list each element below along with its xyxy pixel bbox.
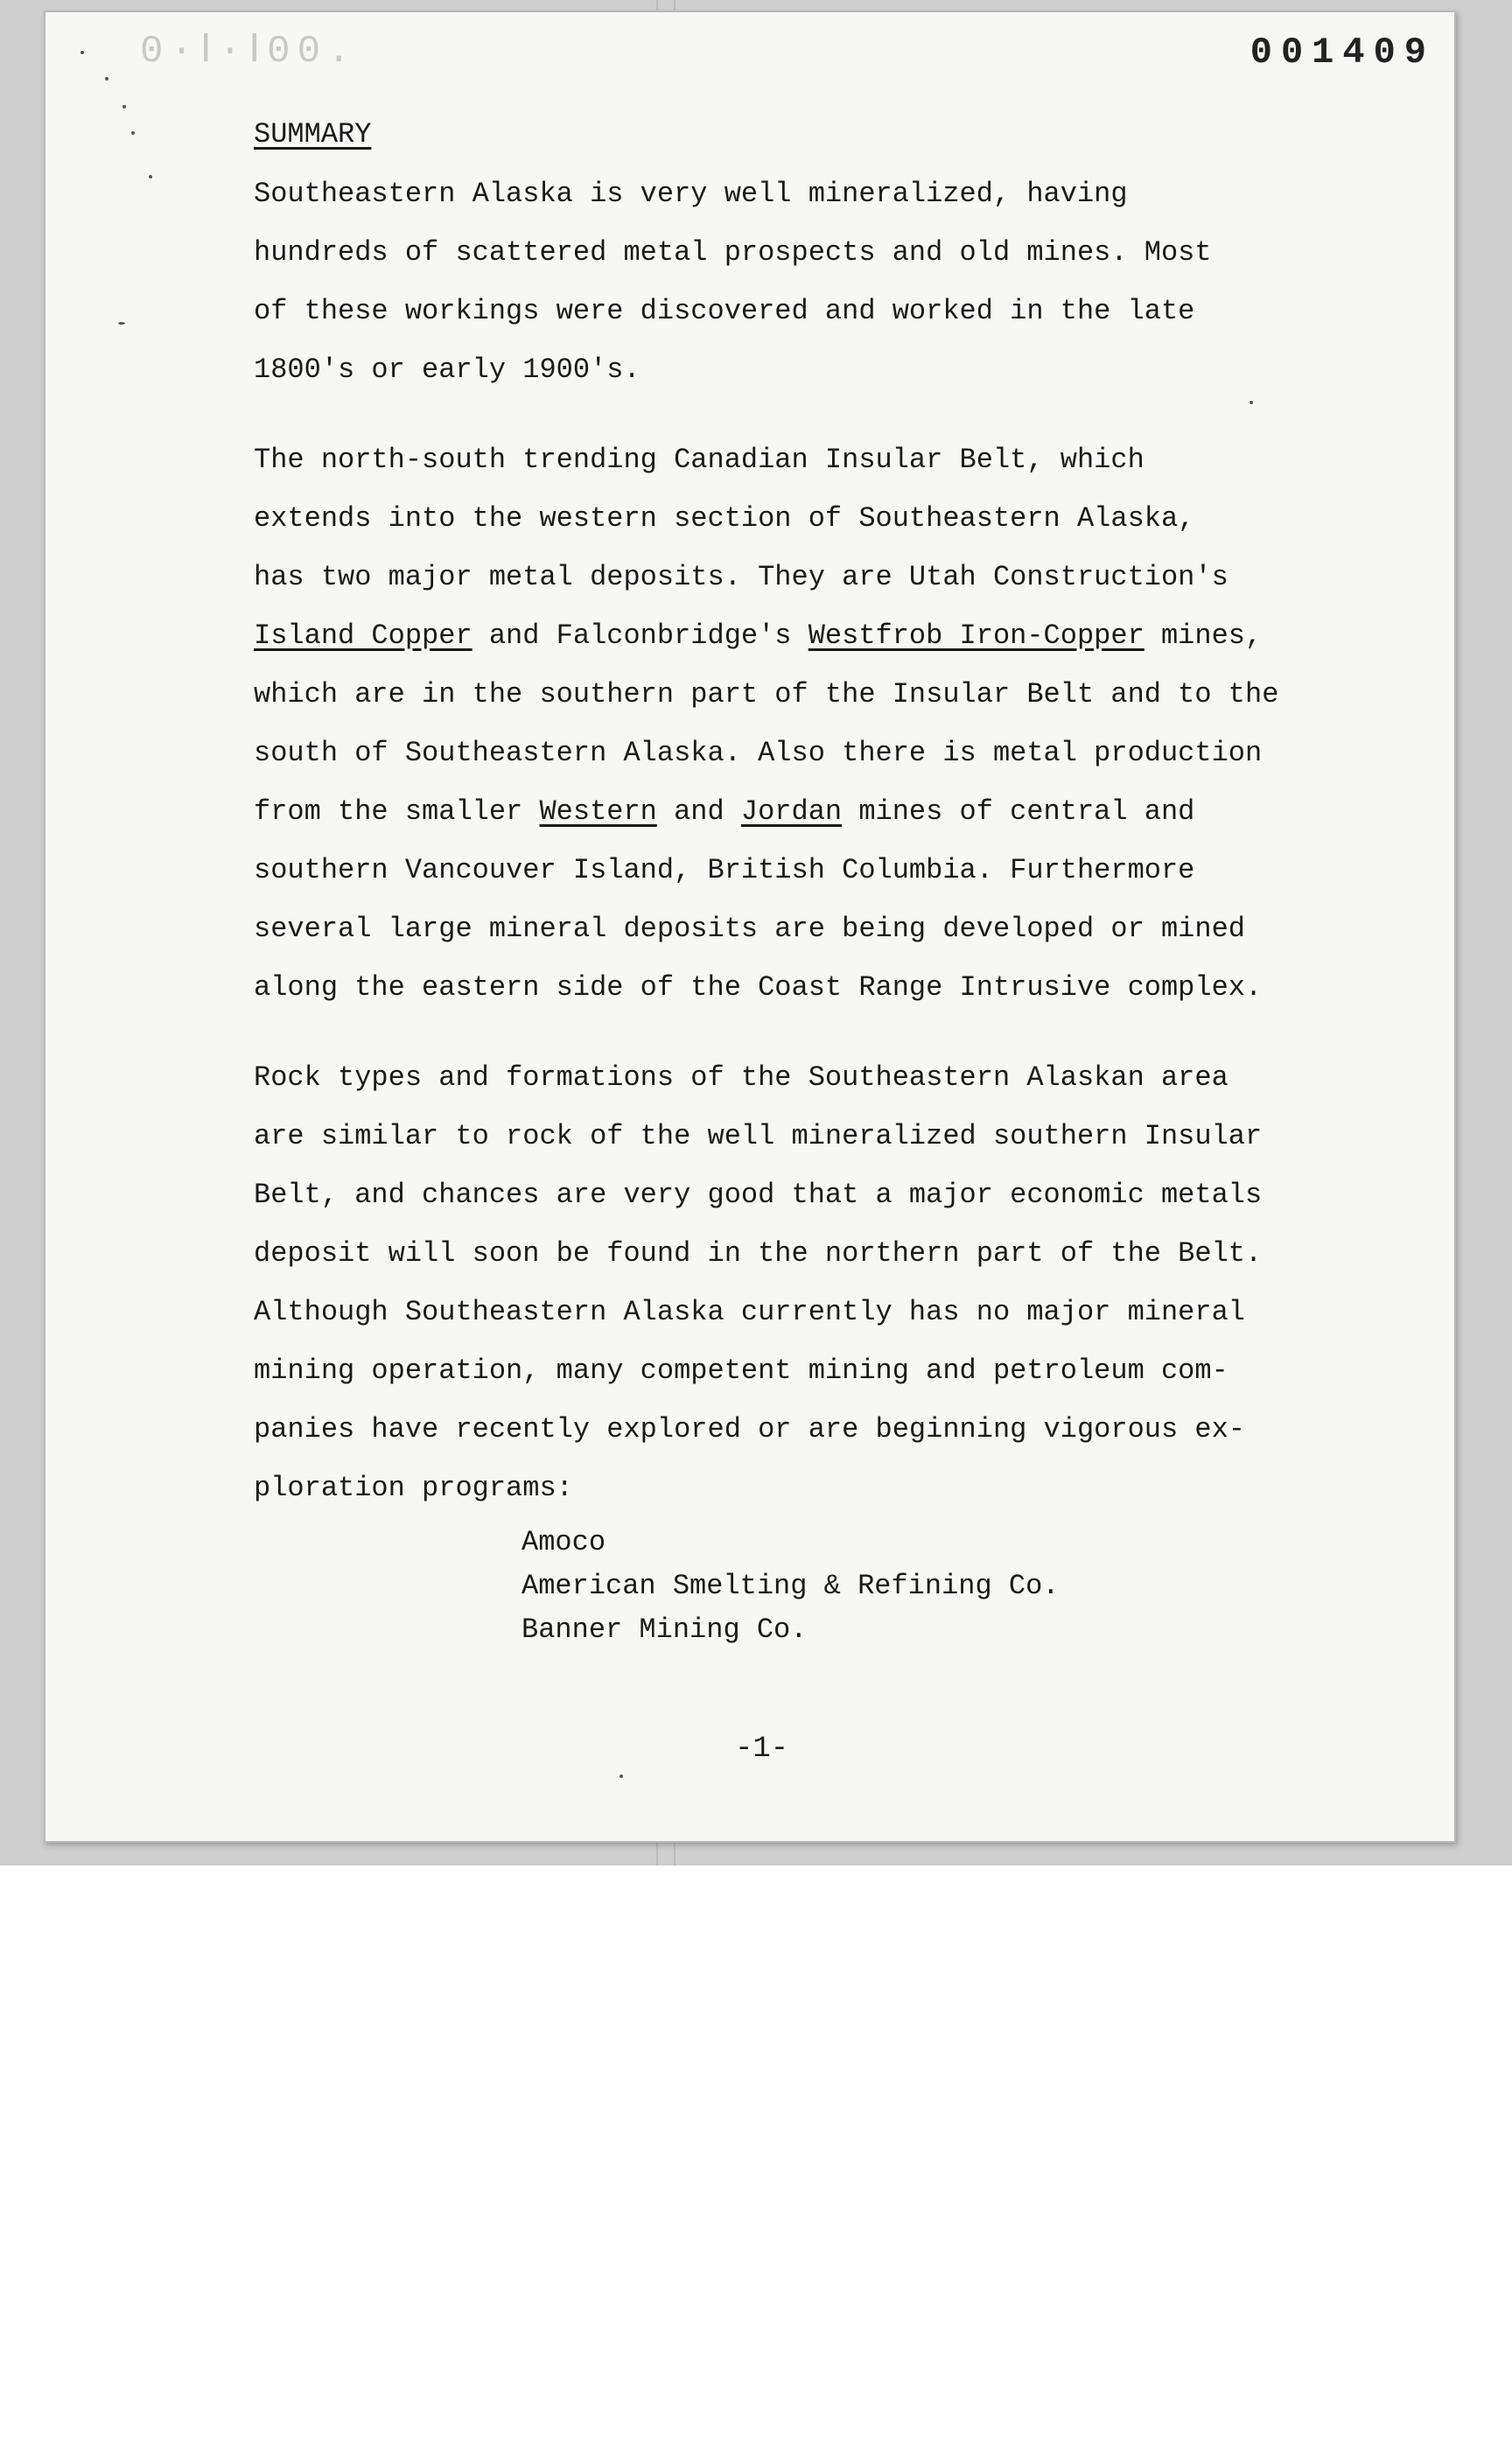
text-line: Southeastern Alaska is very well mineralized, having [254, 178, 1128, 210]
text-fragment: mines of central and [842, 795, 1195, 828]
page-id-stamp: 001409 [1250, 32, 1435, 74]
scan-speck [620, 1774, 623, 1778]
text-line: several large mineral deposits are being developed or mined [254, 913, 1245, 945]
scan-speck [149, 175, 152, 178]
paragraph-rock-types [254, 1048, 1374, 1517]
company-list [522, 1521, 1374, 1652]
text-line: deposit will soon be found in the northern part of the Belt. [254, 1237, 1263, 1270]
paragraph-intro [254, 164, 1374, 399]
text-line: extends into the western section of Southeastern Alaska, [254, 502, 1195, 535]
text-line: are similar to rock of the well mineralized southern Insular [254, 1120, 1263, 1152]
company-list-item: American Smelting & Refining Co. [522, 1570, 1060, 1602]
text-line: Belt, and chances are very good that a major economic metals [254, 1179, 1263, 1211]
text-line: 1800's or early 1900's. [254, 354, 640, 386]
underlined-mine-name: Jordan [740, 795, 843, 828]
scan-speck [131, 131, 135, 135]
document-body [254, 114, 1374, 1652]
underlined-mine-name: Westfrob Iron-Copper [808, 620, 1144, 652]
underlined-mine-name: Western [539, 795, 657, 828]
text-line: along the eastern side of the Coast Range Intrusive complex. [254, 971, 1263, 1004]
text-line: mining operation, many competent mining and petroleum com- [254, 1354, 1228, 1387]
text-fragment: from the smaller [254, 795, 540, 828]
scan-speck [122, 105, 126, 108]
underlined-mine-name: Island Copper [254, 620, 472, 652]
text-line [254, 782, 1374, 841]
text-line: has two major metal deposits. They are Utah Construction's [254, 561, 1228, 593]
text-line: Although Southeastern Alaska currently has no major mineral [254, 1296, 1245, 1328]
page-number: -1- [735, 1732, 789, 1766]
scan-speck [80, 51, 84, 54]
text-fragment: mines, [1144, 620, 1263, 652]
text-line: southern Vancouver Island, British Columbia. Furthermore [254, 854, 1195, 886]
text-line: Rock types and formations of the Southeastern Alaskan area [254, 1061, 1228, 1094]
faded-page-stamp: 0·Ⅰ·Ⅰ00. [140, 30, 358, 74]
text-line: panies have recently explored or are beginning vigorous ex- [254, 1413, 1245, 1446]
text-line: of these workings were discovered and worked in the late [254, 295, 1195, 327]
paragraph-insular-belt [254, 430, 1374, 1017]
text-line: south of Southeastern Alaska. Also there is metal production [254, 737, 1263, 769]
text-line: hundreds of scattered metal prospects and old mines. Most [254, 236, 1212, 269]
text-line: The north-south trending Canadian Insular Belt, which [254, 444, 1144, 476]
summary-heading: SUMMARY [254, 118, 372, 150]
text-line: ploration programs: [254, 1472, 573, 1504]
text-line [254, 606, 1374, 665]
company-list-item: Banner Mining Co. [522, 1614, 808, 1646]
text-line: which are in the southern part of the Insular Belt and to the [254, 678, 1279, 710]
scan-speck [118, 322, 125, 325]
company-list-item: Amoco [522, 1526, 606, 1558]
text-fragment: and [656, 795, 741, 828]
text-fragment: and Falconbridge's [472, 620, 808, 652]
scan-speck [105, 77, 108, 80]
